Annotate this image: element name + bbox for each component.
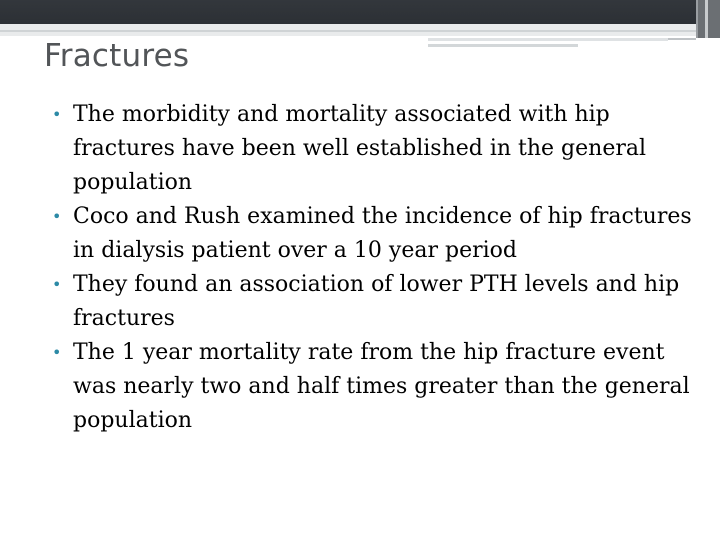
corner-decorative-stripe (705, 0, 708, 38)
bullet-text: They found an association of lower PTH levels and hip fractures (73, 272, 680, 331)
decorative-line (428, 38, 668, 41)
bullet-icon: • (52, 105, 62, 124)
bullet-item (52, 98, 692, 200)
decorative-line (0, 30, 696, 32)
top-decorative-bar (0, 0, 720, 24)
bullet-list (52, 98, 692, 438)
corner-decorative-block (696, 0, 720, 38)
slide-title: Fractures (44, 38, 190, 74)
bullet-text: The morbidity and mortality associated with hip fractures have been well established in the general population (73, 102, 647, 195)
decorative-line (668, 38, 696, 40)
bullet-item (52, 268, 692, 336)
bullet-icon: • (52, 207, 62, 226)
bullet-icon: • (52, 275, 62, 294)
bullet-item (52, 200, 692, 268)
bullet-text: The 1 year mortality rate from the hip fracture event was nearly two and half times greater than the general population (73, 340, 690, 433)
decorative-line (428, 44, 578, 47)
bullet-icon: • (52, 343, 62, 362)
bullet-text: Coco and Rush examined the incidence of hip fractures in dialysis patient over a 10 year period (73, 204, 692, 263)
bullet-item (52, 336, 692, 438)
